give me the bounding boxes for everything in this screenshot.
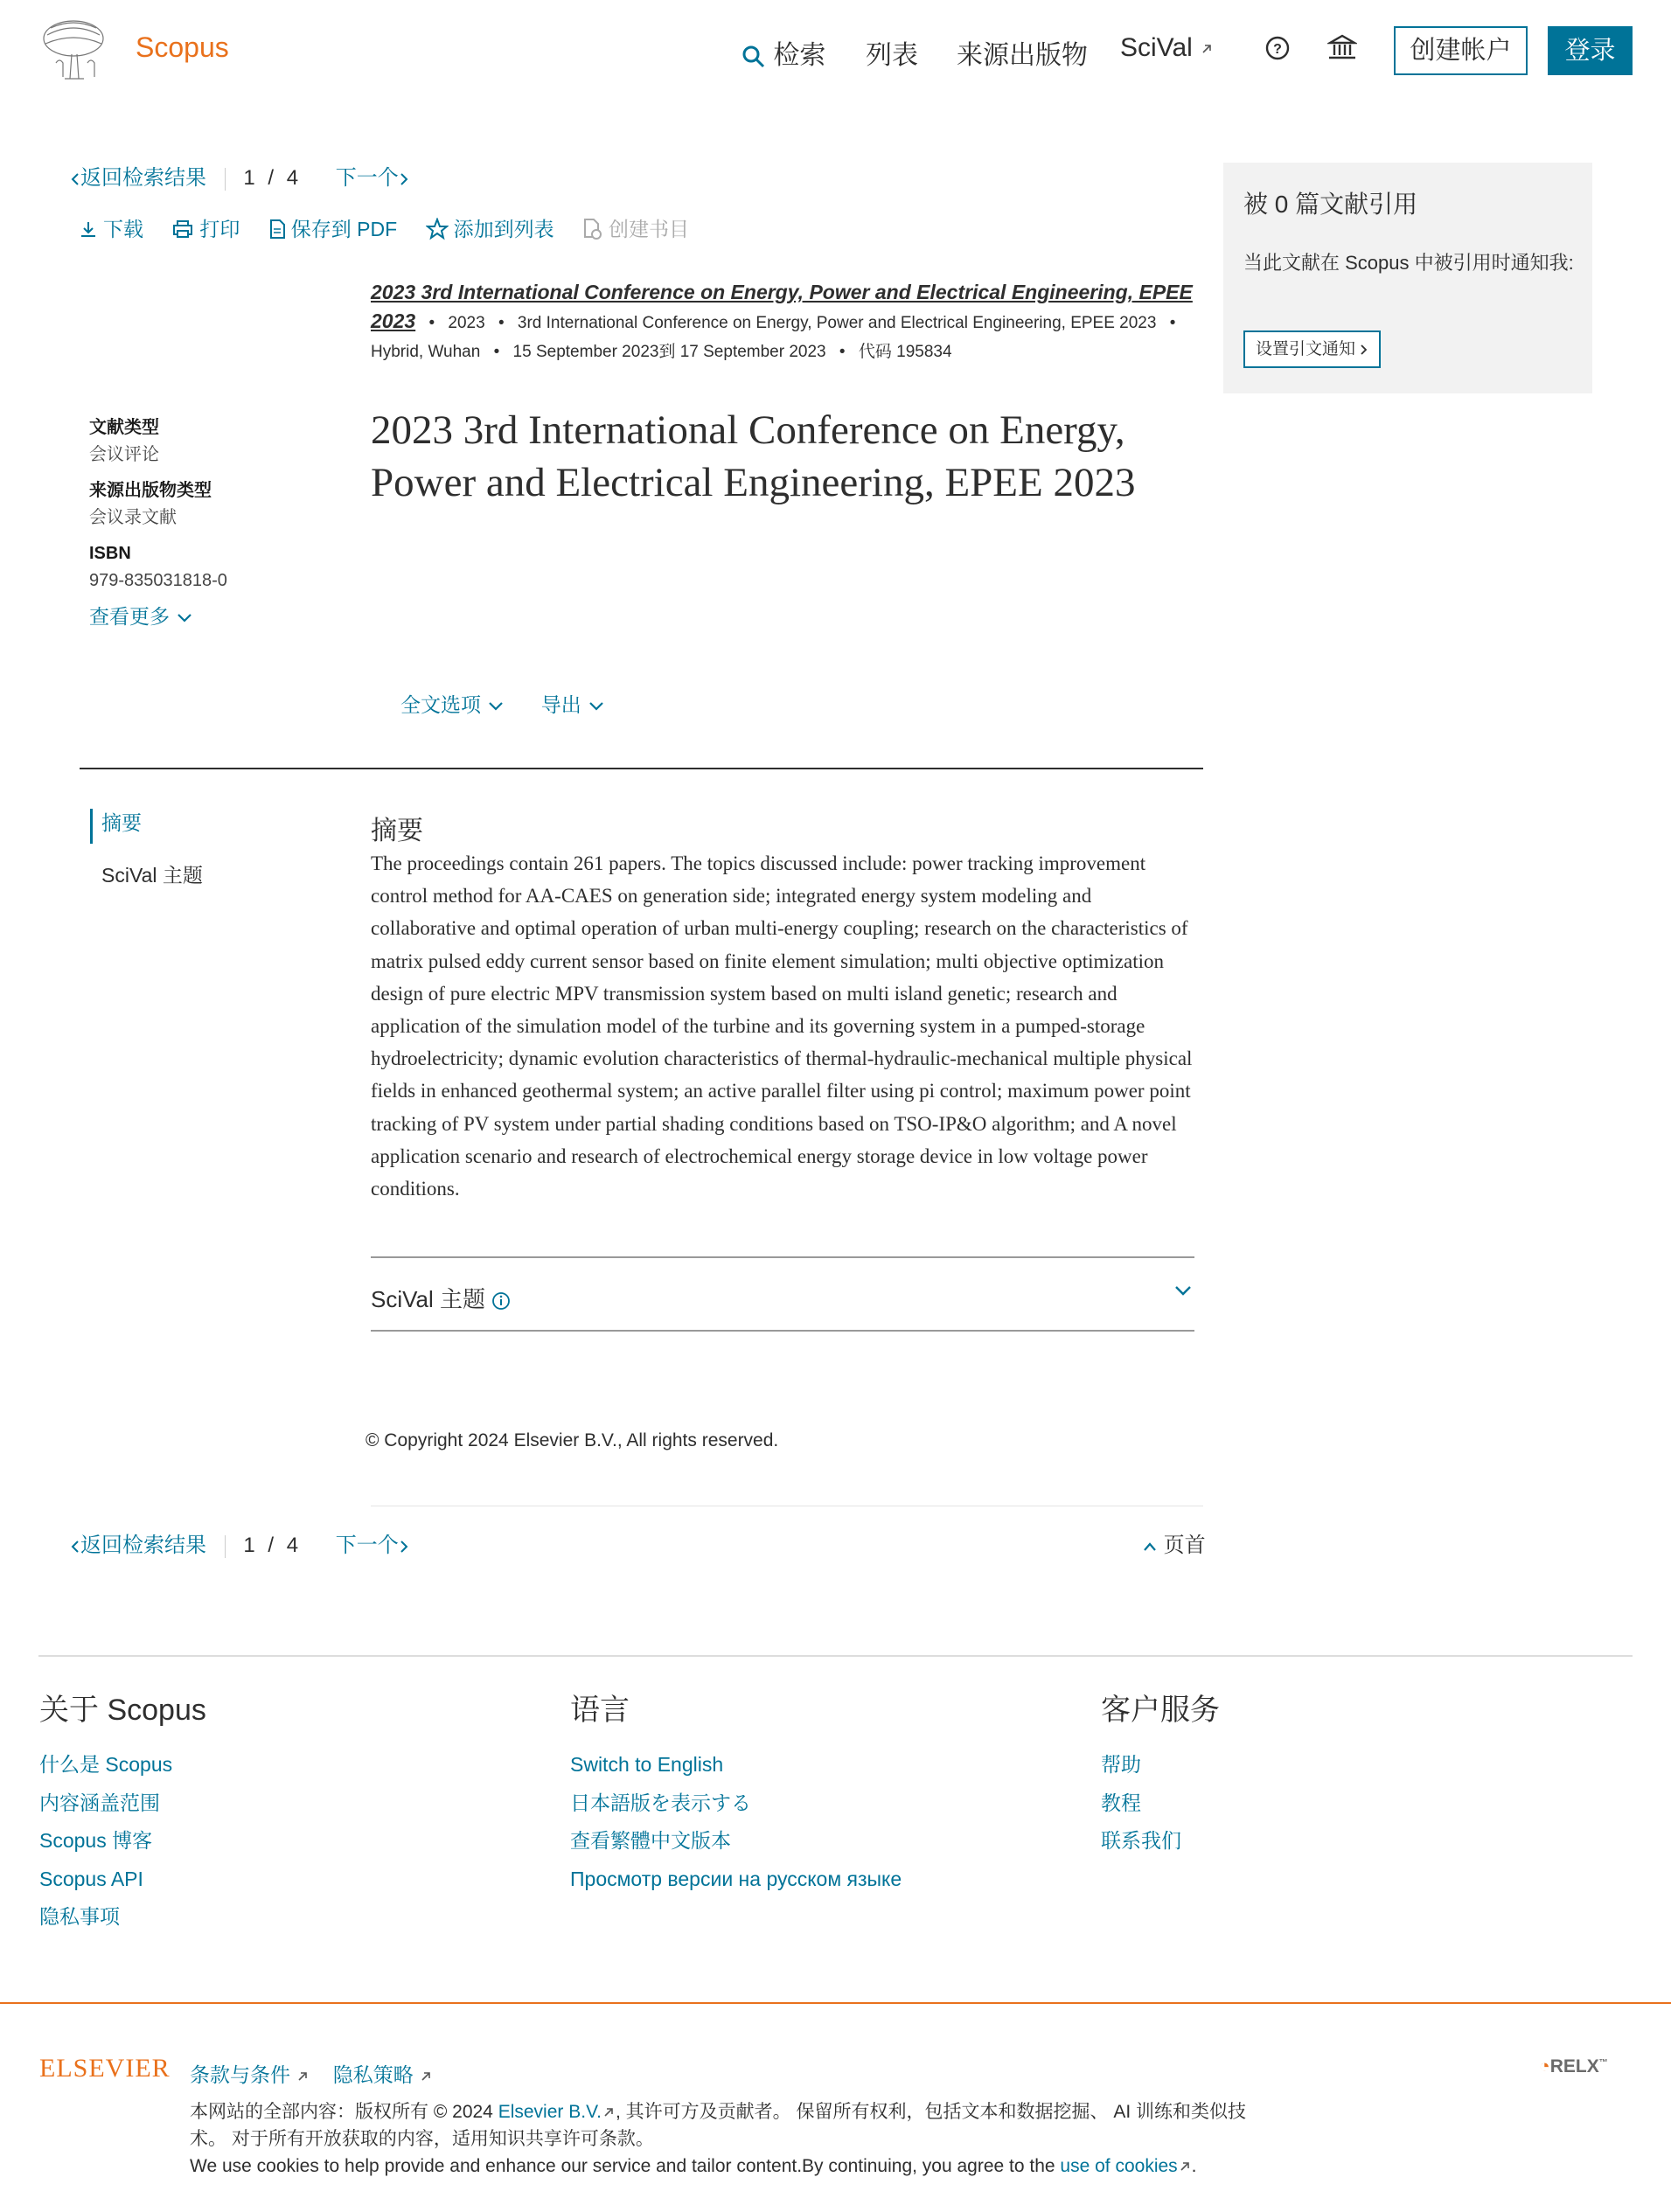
cookie-text-part: . — [1191, 2156, 1197, 2176]
add-to-list-button[interactable] — [426, 213, 554, 242]
privacy-policy-link[interactable] — [333, 2063, 433, 2086]
nav-search-label: 检索 — [773, 41, 826, 70]
relx-mark-icon: ◔ — [1539, 2056, 1550, 2076]
chevron-down-icon — [587, 693, 606, 716]
see-more-label: 查看更多 — [89, 605, 170, 628]
result-navigation-top — [70, 160, 409, 191]
document-metadata — [89, 414, 299, 630]
source-year: 2023 — [448, 314, 485, 332]
isbn-label: ISBN — [89, 544, 131, 563]
login-button[interactable]: 登录 — [1548, 26, 1633, 75]
legal-text — [190, 2098, 1257, 2153]
nav-scival[interactable] — [1120, 33, 1214, 63]
bibliography-icon — [582, 216, 609, 240]
divider — [225, 168, 226, 191]
pdf-icon — [268, 216, 291, 240]
abstract-heading: 摘要 — [371, 817, 423, 845]
chevron-down-icon — [486, 693, 505, 716]
result-navigation-bottom — [70, 1527, 409, 1558]
chevron-down-icon[interactable] — [1173, 1283, 1193, 1298]
document-actions — [400, 689, 636, 718]
footer-link[interactable]: 查看繁體中文版本 — [570, 1829, 731, 1852]
source-type-value: 会议录文献 — [89, 508, 177, 527]
svg-text:?: ? — [1273, 42, 1282, 57]
result-slash: / — [268, 1534, 275, 1557]
back-to-results-label: 返回检索结果 — [80, 166, 206, 190]
external-link-icon — [419, 2063, 433, 2086]
back-to-results-link[interactable] — [70, 1534, 212, 1557]
star-icon — [426, 216, 454, 240]
download-icon — [79, 216, 103, 240]
footer-service-column — [1101, 1686, 1220, 1861]
chevron-up-icon — [1142, 1534, 1158, 1557]
result-total: 4 — [286, 166, 299, 190]
result-slash: / — [268, 166, 275, 190]
create-bibliography-label: 创建书目 — [608, 218, 689, 241]
footer-service-heading: 客户服务 — [1101, 1694, 1220, 1727]
footer-divider — [38, 1655, 1633, 1657]
cited-by-title: 被 0 篇文献引用 — [1243, 191, 1418, 218]
source-info — [371, 278, 1193, 366]
next-result-label: 下一个 — [335, 166, 399, 190]
back-to-top-label: 页首 — [1163, 1534, 1206, 1557]
download-label: 下载 — [103, 218, 143, 240]
print-icon — [171, 216, 199, 240]
footer-link[interactable]: 日本語版を表示する — [570, 1791, 751, 1814]
copyright-text: © Copyright 2024 Elsevier B.V., All rights reserved. — [366, 1430, 779, 1450]
chevron-right-icon — [1360, 340, 1368, 358]
save-pdf-label: 保存到 PDF — [290, 218, 398, 240]
footer-link[interactable]: 内容涵盖范围 — [39, 1791, 160, 1814]
legal-links — [190, 2059, 450, 2088]
next-result-link[interactable] — [336, 1534, 409, 1557]
next-result-link[interactable] — [336, 166, 409, 190]
footer-language-column — [570, 1686, 902, 1898]
bullet: • — [498, 314, 505, 332]
divider — [225, 1535, 226, 1558]
doc-type-value: 会议评论 — [89, 445, 159, 464]
legal-text-part: , 其许可方及贡献者。 保留所有权利，包括文本和数据挖掘、 AI 训练和类似技术。 对于所有开放获取的内容，适用知识共享许可条款。 — [190, 2102, 1246, 2149]
result-total: 4 — [286, 1534, 299, 1557]
scival-topics-accordion[interactable] — [371, 1256, 1194, 1332]
set-citation-alert-label: 设置引文通知 — [1256, 340, 1356, 358]
source-dates: 15 September 2023到 17 September 2023 — [512, 343, 826, 361]
external-link-icon — [296, 2063, 310, 2086]
footer-language-heading: 语言 — [570, 1694, 630, 1727]
bullet: • — [428, 314, 435, 332]
section-navigation — [90, 809, 203, 888]
next-result-label: 下一个 — [335, 1534, 399, 1557]
bullet: • — [1169, 314, 1176, 332]
back-to-results-label: 返回检索结果 — [80, 1534, 206, 1557]
terms-label: 条款与条件 — [190, 2063, 290, 2086]
source-conference: 3rd International Conference on Energy, Power and Electrical Engineering, EPEE 2023 — [517, 314, 1157, 332]
nav-sources[interactable]: 来源出版物 — [957, 41, 1088, 70]
cookie-text-part: We use cookies to help provide and enhance our service and tailor content.By continuing, you agree to the — [190, 2156, 1061, 2176]
elsevier-tree-logo[interactable] — [38, 19, 108, 80]
section-divider — [80, 768, 1203, 769]
footer-link[interactable]: Switch to English — [570, 1753, 724, 1776]
chevron-right-icon — [399, 166, 409, 190]
doc-type-label: 文献类型 — [89, 418, 159, 437]
source-title-link[interactable]: 2023 3rd International Conference on Energy, Power and Electrical Engineering, EPEE — [371, 281, 1193, 303]
bullet: • — [839, 343, 846, 361]
section-nav-scival[interactable]: SciVal 主题 — [101, 864, 203, 887]
create-account-button[interactable]: 创建帐户 — [1394, 26, 1528, 75]
footer-about-heading: 关于 Scopus — [39, 1694, 206, 1727]
scopus-brand[interactable]: Scopus — [136, 31, 229, 63]
footer-link[interactable]: 联系我们 — [1101, 1829, 1181, 1852]
external-link-icon — [1200, 33, 1214, 62]
footer-link[interactable]: 什么是 Scopus — [39, 1753, 173, 1776]
back-to-results-link[interactable] — [70, 166, 212, 190]
chevron-down-icon — [175, 605, 194, 628]
save-pdf-button[interactable] — [268, 213, 397, 242]
terms-link[interactable] — [190, 2063, 316, 2086]
cited-by-panel — [1223, 163, 1592, 393]
footer-link[interactable]: 教程 — [1101, 1791, 1141, 1814]
isbn-value: 979-835031818-0 — [89, 571, 227, 590]
footer-link[interactable]: Scopus 博客 — [39, 1829, 153, 1852]
chevron-left-icon — [70, 166, 80, 190]
elsevier-logo[interactable]: ELSEVIER — [39, 2054, 171, 2083]
export-button[interactable] — [541, 693, 606, 716]
print-label: 打印 — [199, 218, 240, 240]
cookie-notice — [190, 2156, 1326, 2177]
relx-label: RELX — [1549, 2056, 1599, 2076]
print-button[interactable] — [171, 213, 240, 242]
external-link-icon — [602, 2102, 616, 2122]
result-current: 1 — [243, 166, 255, 190]
document-title: 2023 3rd International Conference on Energy, Power and Electrical Engineering, EPEE 2023 — [371, 407, 1136, 505]
footer-about-column — [39, 1686, 206, 1937]
result-current: 1 — [243, 1534, 255, 1557]
elsevier-bv-link[interactable]: Elsevier B.V. — [498, 2102, 602, 2122]
info-icon[interactable] — [491, 1286, 511, 1312]
institution-icon[interactable] — [1327, 33, 1357, 61]
footer-link[interactable]: 隐私事项 — [39, 1905, 120, 1928]
nav-lists[interactable]: 列表 — [866, 41, 918, 70]
nav-search[interactable] — [742, 33, 825, 72]
see-more-button[interactable] — [89, 603, 299, 630]
source-type-label: 来源出版物类型 — [89, 481, 212, 500]
source-code: 代码 195834 — [858, 343, 952, 361]
relx-logo[interactable]: ◔RELX™ — [1539, 2056, 1608, 2076]
footer-accent-line — [0, 2002, 1671, 2004]
scival-topics-label: SciVal 主题 — [371, 1286, 485, 1312]
scival-topics-header — [371, 1282, 511, 1314]
full-text-options-button[interactable] — [400, 693, 512, 716]
bullet: • — [493, 343, 500, 361]
section-nav-abstract[interactable]: 摘要 — [90, 809, 203, 844]
download-button[interactable] — [79, 213, 143, 242]
chevron-left-icon — [70, 1534, 80, 1557]
footer-link[interactable]: Scopus API — [39, 1867, 143, 1890]
search-icon — [742, 41, 773, 70]
source-location: Hybrid, Wuhan — [371, 343, 481, 361]
citation-alert-notice: 当此文献在 Scopus 中被引用时通知我: — [1243, 252, 1574, 274]
export-label: 导出 — [540, 693, 581, 716]
header — [0, 0, 1671, 101]
nav-scival-label: SciVal — [1120, 33, 1193, 62]
legal-text-part: 本网站的全部内容：版权所有 © 2024 — [190, 2102, 498, 2122]
set-citation-alert-button[interactable] — [1243, 330, 1381, 368]
use-of-cookies-link[interactable]: use of cookies — [1060, 2156, 1178, 2176]
full-text-options-label: 全文选项 — [400, 693, 481, 716]
back-to-top-link[interactable] — [1142, 1527, 1206, 1558]
add-to-list-label: 添加到列表 — [453, 218, 554, 241]
footer-link[interactable]: 帮助 — [1101, 1753, 1141, 1776]
create-bibliography-button[interactable] — [582, 213, 689, 242]
abstract-text: The proceedings contain 261 papers. The topics discussed include: power tracking improvement control method for AA-CAES on generation side; integrated energy system modeling and collaborative and optimal operation of urban multi-energy coupling; research on the characteristics of matrix pulsed eddy current sensor based on finite element simulation; multi objective optimization design of pure electric MPV transmission system based on multi island genetic; research and application of the simulation model of the turbine and its governing system in a pumped-storage hydroelectricity; dynamic evolution characteristics of thermal-hydraulic-mechanical multiple physical fields in enhanced geothermal system; an active parallel filter using pi control; maximum power point tracking of PV system under partial shading conditions based on TSO-IP&O algorithm; and A novel application scenario and research of electrochemical energy storage device in low voltage power conditions. — [371, 852, 1193, 1200]
chevron-right-icon — [399, 1534, 409, 1557]
document-toolbar — [79, 213, 712, 242]
privacy-policy-label: 隐私策略 — [332, 2063, 414, 2086]
help-icon[interactable] — [1264, 35, 1291, 61]
footer-link[interactable]: Просмотр версии на русском языке — [570, 1867, 902, 1890]
source-title-link-cont[interactable]: 2023 — [371, 310, 416, 332]
external-link-icon — [1178, 2156, 1192, 2176]
